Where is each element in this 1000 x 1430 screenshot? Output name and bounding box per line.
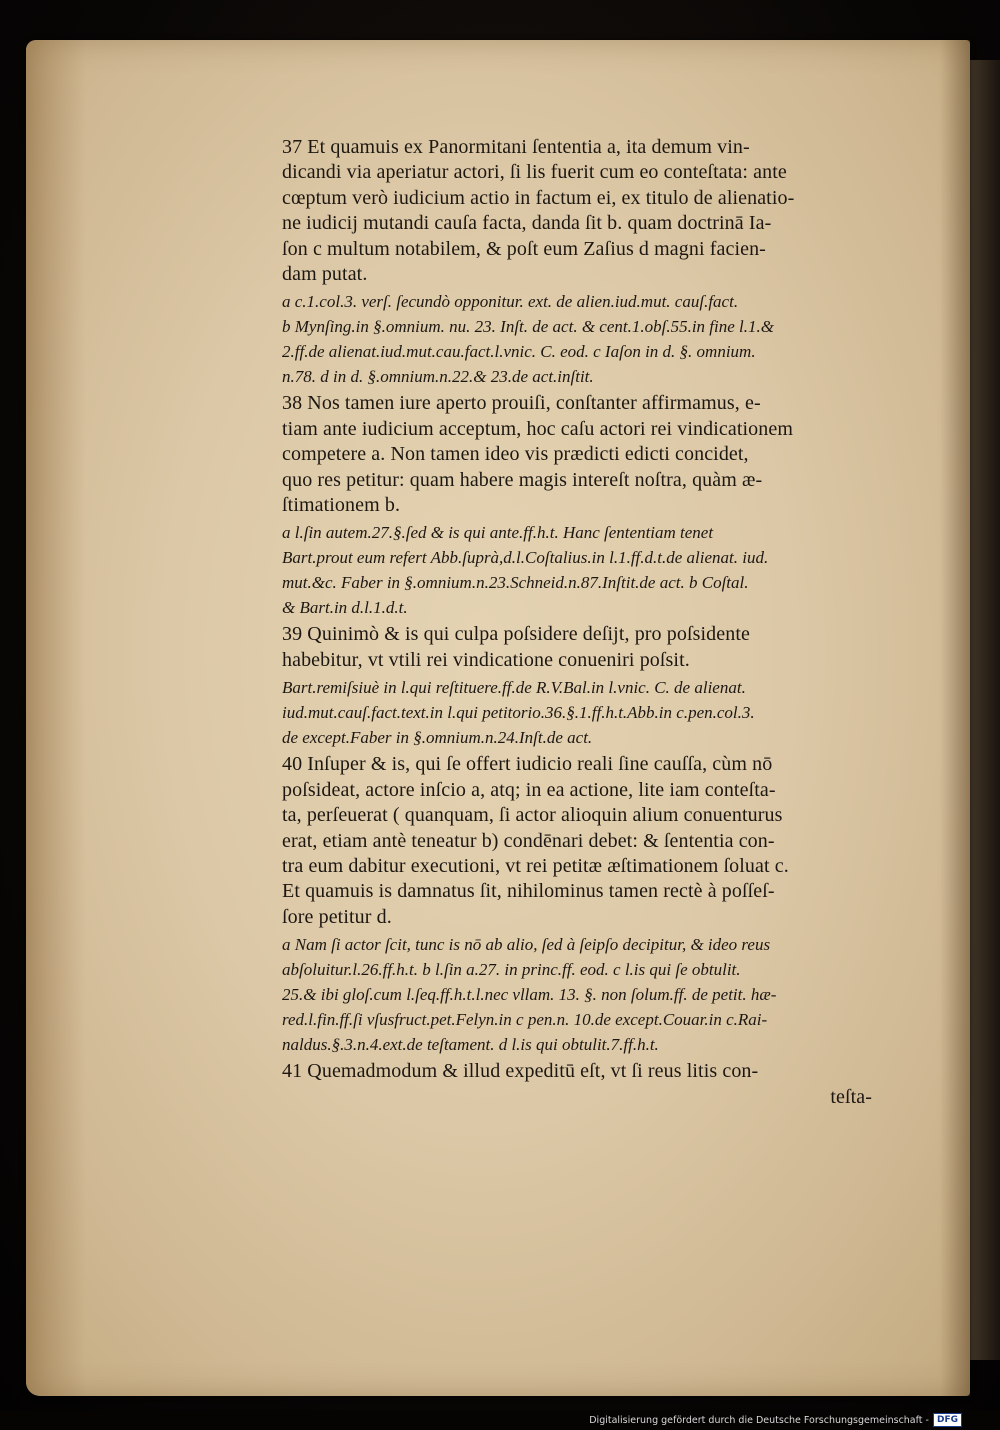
note-line: abſoluitur.l.26.ff.h.t. b l.ſin a.27. in princ.ff. eod. c l.is qui ſe obtulit. bbox=[282, 960, 741, 980]
note-line: mut.&c. Faber in §.omnium.n.23.Schneid.n.87.Inſtit.de act. b Coſtal. bbox=[282, 573, 749, 593]
text-line: 39 Quinimò & is qui culpa poſsidere deſijt, pro poſsidente bbox=[282, 623, 750, 646]
footnote-block-37 bbox=[282, 289, 872, 389]
text-line: ne iudicij mutandi cauſa facta, danda ſit b. quam doctrinā Ia- bbox=[282, 212, 772, 235]
catchword: teſta- bbox=[830, 1085, 872, 1108]
text-line: tiam ante iudicium acceptum, hoc caſu actori rei vindicationem bbox=[282, 417, 794, 440]
note-line: naldus.§.3.n.4.ext.de teſtament. d l.is qui obtulit.7.ff.h.t. bbox=[282, 1035, 659, 1055]
note-line: Bart.prout eum refert Abb.ſuprà,d.l.Coſtalius.in l.1.ff.d.t.de alienat. iud. bbox=[282, 548, 769, 568]
text-line: dam putat. bbox=[282, 263, 368, 286]
text-line: poſsideat, actore inſcio a, atq; in ea actione, lite iam conteſta- bbox=[282, 778, 776, 801]
text-line: dicandi via aperiatur actori, ſi lis fuerit cum eo conteſtata: ante bbox=[282, 161, 787, 184]
note-line: iud.mut.cauſ.fact.text.in l.qui petitorio.36.§.1.ff.h.t.Abb.in c.pen.col.3. bbox=[282, 703, 755, 723]
paragraph-39 bbox=[282, 622, 872, 673]
paragraph-40 bbox=[282, 752, 872, 930]
text-line: ta, perſeuerat ( quanquam, ſi actor alioquin alium conuenturus bbox=[282, 804, 783, 827]
text-line: 38 Nos tamen iure aperto prouiſi, conſtanter affirmamus, e- bbox=[282, 392, 761, 415]
text-line: ſore petitur d. bbox=[282, 905, 392, 928]
text-line: 37 Et quamuis ex Panormitani ſententia a, ita demum vin- bbox=[282, 136, 750, 158]
text-line: 41 Quemadmodum & illud expeditū eſt, vt ſi reus litis con- bbox=[282, 1060, 759, 1083]
text-line: habebitur, vt vtili rei vindicatione conueniri poſsit. bbox=[282, 648, 690, 671]
note-line: n.78. d in d. §.omnium.n.22.& 23.de act.inſtit. bbox=[282, 367, 594, 387]
text-line: competere a. Non tamen ideo vis prædicti edicti concidet, bbox=[282, 443, 749, 466]
text-line: ſtimationem b. bbox=[282, 494, 401, 517]
note-line: & Bart.in d.l.1.d.t. bbox=[282, 598, 408, 618]
note-line: 25.& ibi gloſ.cum l.ſeq.ff.h.t.l.nec vllam. 13. §. non ſolum.ff. de petit. hæ- bbox=[282, 985, 777, 1005]
text-line: 40 Inſuper & is, qui ſe offert iudicio reali ſine cauſſa, cùm nō bbox=[282, 753, 773, 776]
paragraph-37 bbox=[282, 135, 872, 287]
paragraph-38 bbox=[282, 391, 872, 518]
note-line: a c.1.col.3. verſ. ſecundò opponitur. ext. de alien.iud.mut. cauſ.fact. bbox=[282, 292, 739, 312]
note-line: red.l.fin.ff.ſi vſusfruct.pet.Felyn.in c pen.n. 10.de except.Couar.in c.Rai- bbox=[282, 1010, 768, 1030]
note-line: de except.Faber in §.omnium.n.24.Inſt.de act. bbox=[282, 728, 593, 748]
text-line: cœptum verò iudicium actio in factum ei, ex titulo de alienatio- bbox=[282, 186, 795, 209]
digitization-footer bbox=[589, 1413, 962, 1427]
footnote-block-39 bbox=[282, 675, 872, 750]
note-line: a Nam ſi actor ſcit, tunc is nō ab alio, ſed à ſeipſo decipitur, & ideo reus bbox=[282, 935, 771, 955]
page-text-block bbox=[282, 135, 872, 1110]
footnote-block-38 bbox=[282, 520, 872, 620]
footer-credit-text: Digitalisierung gefördert durch die Deutsche Forschungsgemeinschaft - bbox=[589, 1414, 929, 1426]
text-line: ſon c multum notabilem, & poſt eum Zaſius d magni facien- bbox=[282, 237, 766, 260]
note-line: a l.ſin autem.27.§.ſed & is qui ante.ff.h.t. Hanc ſententiam tenet bbox=[282, 523, 714, 543]
footnote-block-40 bbox=[282, 932, 872, 1057]
text-line: erat, etiam antè teneatur b) condēnari debet: & ſententia con- bbox=[282, 829, 775, 852]
paragraph-41 bbox=[282, 1059, 872, 1110]
note-line: Bart.remiſsiuè in l.qui reſtituere.ff.de R.V.Bal.in l.vnic. C. de alienat. bbox=[282, 678, 746, 698]
text-line: quo res petitur: quam habere magis intereſt noſtra, quàm æ- bbox=[282, 468, 763, 491]
text-line: tra eum dabitur executioni, vt rei petitæ æſtimationem ſoluat c. bbox=[282, 854, 789, 877]
note-line: 2.ff.de alienat.iud.mut.cau.fact.l.vnic. C. eod. c Iaſon in d. §. omnium. bbox=[282, 342, 756, 362]
text-line: Et quamuis is damnatus ſit, nihilominus tamen rectè à poſſeſ- bbox=[282, 880, 775, 903]
note-line: b Mynſing.in §.omnium. nu. 23. Inſt. de act. & cent.1.obſ.55.in fine l.1.& bbox=[282, 317, 774, 337]
dfg-logo: DFG bbox=[933, 1413, 962, 1427]
